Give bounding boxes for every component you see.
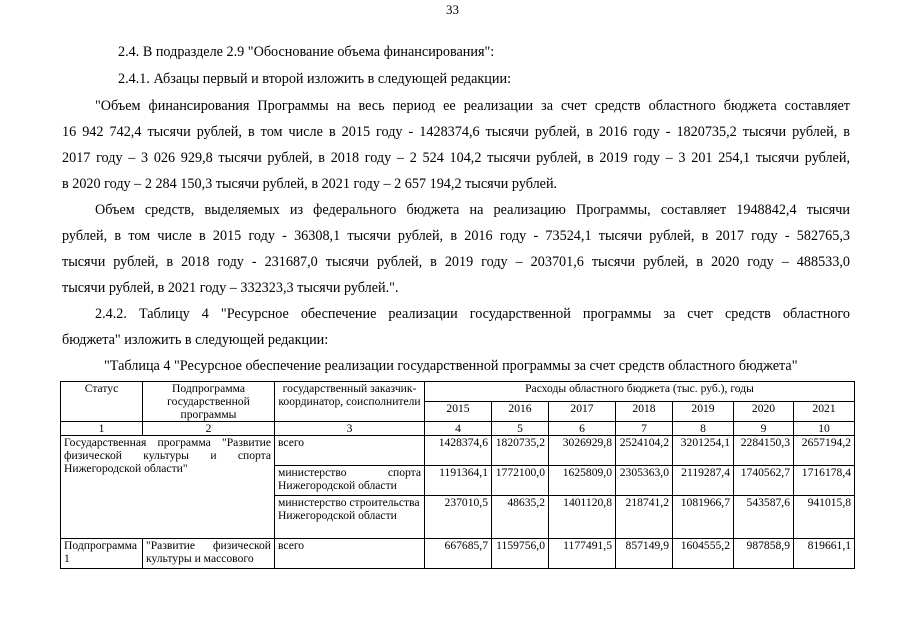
paragraph-line: 16 942 742,4 тысячи рублей, в том числе в 2015 году - 1428374,6 тысячи рублей, в 2016 году - 1820735,2 тысячи рублей, в xyxy=(62,124,850,140)
value-cell: 1772100,0 xyxy=(492,466,549,496)
value-cell: 1081966,7 xyxy=(673,496,734,539)
header-year: 2021 xyxy=(794,402,855,422)
header-year: 2019 xyxy=(673,402,734,422)
value-cell: 2305363,0 xyxy=(616,466,673,496)
header-year: 2015 xyxy=(425,402,492,422)
value-cell: 1740562,7 xyxy=(734,466,794,496)
value-cell: 1401120,8 xyxy=(549,496,616,539)
column-index: 2 xyxy=(143,422,275,436)
column-index: 5 xyxy=(492,422,549,436)
paragraph-line: в 2020 году – 2 284 150,3 тысячи рублей, в 2021 году – 2 657 194,2 тысячи рублей. xyxy=(62,176,558,192)
column-index: 3 xyxy=(275,422,425,436)
value-cell: 857149,9 xyxy=(616,539,673,569)
customer-cell: министерство спорта Нижегородской области xyxy=(275,466,425,496)
header-year: 2020 xyxy=(734,402,794,422)
value-cell: 543587,6 xyxy=(734,496,794,539)
header-customer: государственный заказчик-координатор, соисполнители xyxy=(275,382,425,422)
column-index: 7 xyxy=(616,422,673,436)
header-year: 2017 xyxy=(549,402,616,422)
customer-cell: всего xyxy=(275,436,425,466)
column-index: 6 xyxy=(549,422,616,436)
column-index: 10 xyxy=(794,422,855,436)
header-year: 2018 xyxy=(616,402,673,422)
value-cell: 3201254,1 xyxy=(673,436,734,466)
table-header-row xyxy=(61,382,855,402)
value-cell: 1604555,2 xyxy=(673,539,734,569)
table-index-row xyxy=(61,422,855,436)
column-index: 8 xyxy=(673,422,734,436)
program-status-cell: Государственная программа "Развитие физической культуры и спорта Нижегородской области" xyxy=(61,436,275,539)
paragraph-line: 2.4.2. Таблицу 4 "Ресурсное обеспечение реализации государственной программы за счет средств областного xyxy=(95,306,850,322)
value-cell: 1428374,6 xyxy=(425,436,492,466)
value-cell: 1191364,1 xyxy=(425,466,492,496)
table-row xyxy=(61,539,855,569)
value-cell: 2524104,2 xyxy=(616,436,673,466)
paragraph-line: тысячи рублей, в 2018 году - 231687,0 тысячи рублей, в 2019 году – 203701,6 тысячи рублей, в 2020 году – 488533,0 xyxy=(62,254,850,270)
table-row xyxy=(61,436,855,466)
header-status: Статус xyxy=(61,382,143,422)
value-cell: 1625809,0 xyxy=(549,466,616,496)
page-number: 33 xyxy=(446,2,459,17)
value-cell: 819661,1 xyxy=(794,539,855,569)
value-cell: 1177491,5 xyxy=(549,539,616,569)
column-index: 1 xyxy=(61,422,143,436)
value-cell: 2119287,4 xyxy=(673,466,734,496)
value-cell: 48635,2 xyxy=(492,496,549,539)
section-heading: 2.4. В подразделе 2.9 "Обоснование объема финансирования": xyxy=(118,44,495,60)
value-cell: 941015,8 xyxy=(794,496,855,539)
funding-table xyxy=(60,381,855,569)
value-cell: 1716178,4 xyxy=(794,466,855,496)
header-year: 2016 xyxy=(492,402,549,422)
value-cell: 237010,5 xyxy=(425,496,492,539)
paragraph-line: бюджета" изложить в следующей редакции: xyxy=(62,332,329,348)
value-cell: 1159756,0 xyxy=(492,539,549,569)
paragraph-line: тысячи рублей, в 2021 году – 332323,3 тысячи рублей.". xyxy=(62,280,399,296)
header-expenses: Расходы областного бюджета (тыс. руб.), годы xyxy=(425,382,855,402)
subprogram-status-cell: Подпрограмма 1 xyxy=(61,539,143,569)
column-index: 9 xyxy=(734,422,794,436)
paragraph-line: Объем средств, выделяемых из федерального бюджета на реализацию Программы, составляет 1948842,4 тысячи xyxy=(95,202,850,218)
value-cell: 2657194,2 xyxy=(794,436,855,466)
subsection-2-4-1: 2.4.1. Абзацы первый и второй изложить в следующей редакции: xyxy=(118,71,512,87)
value-cell: 218741,2 xyxy=(616,496,673,539)
header-subprogram: Подпрограмма государственной программы xyxy=(143,382,275,422)
table-caption: "Таблица 4 "Ресурсное обеспечение реализации государственной программы за счет средств областного бюджета" xyxy=(104,358,798,374)
value-cell: 667685,7 xyxy=(425,539,492,569)
customer-cell: министерство строительства Нижегородской области xyxy=(275,496,425,539)
value-cell: 2284150,3 xyxy=(734,436,794,466)
subprogram-name-cell: "Развитие физической культуры и массового xyxy=(143,539,275,569)
paragraph-line: 2017 году – 3 026 929,8 тысячи рублей, в 2018 году – 2 524 104,2 тысячи рублей, в 2019 году – 3 201 254,1 тысячи рублей, xyxy=(62,150,850,166)
value-cell: 3026929,8 xyxy=(549,436,616,466)
column-index: 4 xyxy=(425,422,492,436)
value-cell: 1820735,2 xyxy=(492,436,549,466)
paragraph-line: рублей, в том числе в 2015 году - 36308,1 тысячи рублей, в 2016 году - 73524,1 тысячи рублей, в 2017 году - 582765,3 xyxy=(62,228,850,244)
customer-cell: всего xyxy=(275,539,425,569)
paragraph-line: "Объем финансирования Программы на весь период ее реализации за счет средств областного бюджета составляет xyxy=(95,98,850,114)
value-cell: 987858,9 xyxy=(734,539,794,569)
